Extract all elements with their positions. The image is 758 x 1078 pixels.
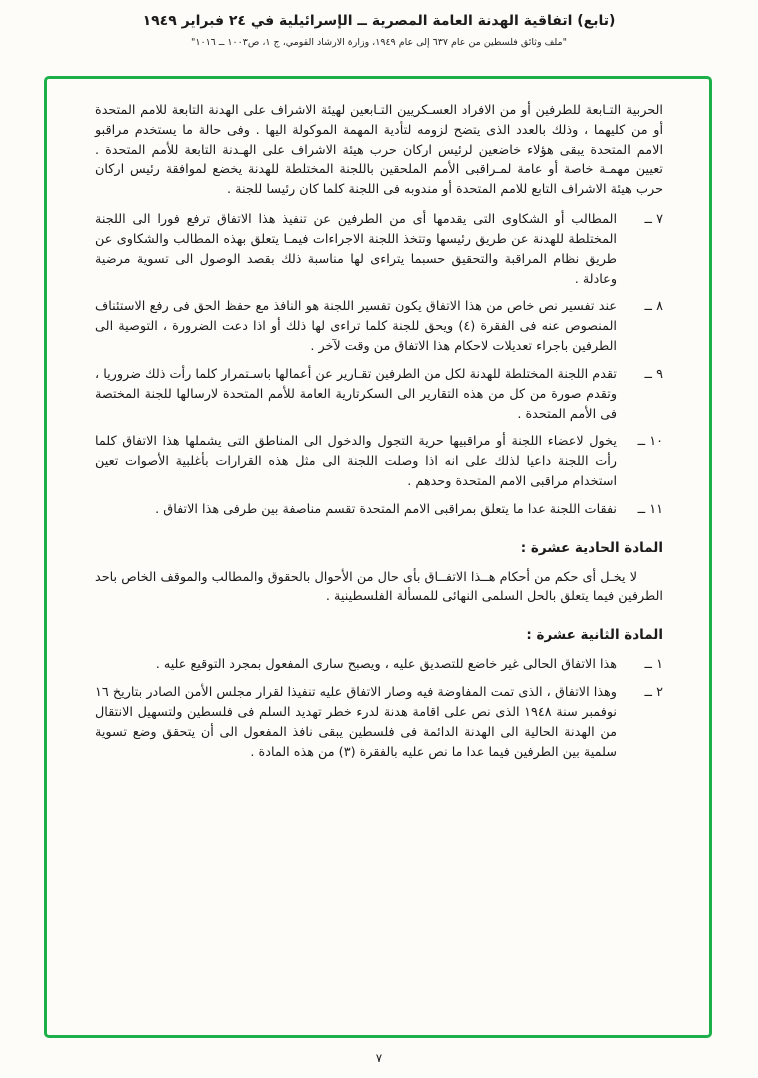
clause-text: المطالب أو الشكاوى التى يقدمها أى من الطرفين عن تنفيذ هذا الاتفاق ترفع فورا الى اللجنة المختلطة للهدنة عن طريق رئيسها وتتخذ اللجنة الاجراءات فيمـا يتعلق بهذه المطالب والشكاوى عن طريق نظام المراقبة والتحقيق حسبما يتراءى لها مناسبة ذلك بقصد الوصول الى تسوية مرضية وعادلة . xyxy=(95,212,617,287)
clause-text: نفقات اللجنة عدا ما يتعلق بمراقبى الامم المتحدة تقسم مناصفة بين طرفى هذا الاتفاق . xyxy=(155,501,617,517)
clause-text: عند تفسير نص خاص من هذا الاتفاق يكون تفسير اللجنة هو النافذ مع حفظ الحق فى رفع الاستئناف المنصوص عنه فى الفقرة (٤) ويحق للجنة كلما تراءى لها ذلك أو اذا دعت الضرورة ، التوصية الى الطرفين باجراء تعديلات لاحكام هذا الاتفاق من وقت لآخر . xyxy=(95,299,617,355)
page-footer xyxy=(0,1047,758,1066)
clause-number: ١٠ ــ xyxy=(637,434,663,450)
clause-number: ١١ ــ xyxy=(637,501,663,517)
clause-text: وهذا الاتفاق ، الذى تمت المفاوضة فيه وصار الاتفاق عليه تنفيذا لقرار مجلس الأمن الصادر بتاريخ ١٦ نوفمبر سنة ١٩٤٨ الذى نص على اقامة هدنة لدرء خطر تهديد السلم فى فلسطين ولتسهيل الانتقال من الهدنة الحالية الى الهدنة الدائمة فى فلسطين يبقى نافذ المفعول الى أن يتحقق وضع تسوية سلمية بين الطرفين فيما عدا ما نص عليه بالفقرة (٣) من هذه المادة . xyxy=(95,685,617,760)
article-11-heading: المادة الحادية عشرة : xyxy=(520,539,663,556)
clause-text: هذا الاتفاق الحالى غير خاضع للتصديق عليه ، ويصبح سارى المفعول بمجرد التوقيع عليه . xyxy=(155,657,617,673)
clause-number: ٧ ــ xyxy=(644,212,663,228)
page-number: ٧ xyxy=(375,1051,383,1065)
article-12-item-2 xyxy=(95,683,663,762)
green-frame xyxy=(44,76,712,1038)
document-body xyxy=(95,101,663,762)
article-12-item-1 xyxy=(95,655,663,675)
clause-number: ٢ ــ xyxy=(644,685,663,701)
document-title: (تابع) اتفاقية الهدنة العامة المصرية ــ الإسرائيلية في ٢٤ فبراير ١٩٤٩ xyxy=(142,13,616,29)
clause-text: تقدم اللجنة المختلطة للهدنة لكل من الطرفين تقـارير عن أعمالها باسـتمرار كلما رأت ذلك ضروريا ، وتقدم صورة من كل من هذه التقارير الى السكرتارية العامة للأمم المتحدة لارسالها للجنة المختصة فى الأمم المتحدة . xyxy=(95,366,617,422)
clause-item-11 xyxy=(95,500,663,520)
continuation-paragraph: الحربية التـابعة للطرفين أو من الافراد العسـكريين التـابعين لهيئة الاشراف على الهدنة التابعة للامم المتحدة أو من كليهما ، وذلك بالعدد الذى يتضح لزومه لتأدية المهمة الموكولة اليها . وفى حالة ما يستخدم مراقبو الامم المتحدة يبقى هؤلاء خاضعين لرئيس اركان حرب هيئة الاشراف على الهـدنة التابعة للأمم المتحدة . تعيين مهمـة خاصة أو عامة لمـراقبى الأمم الملحقين باللجنة المختلطة للهدنة يخضع لموافقة رئيس اركان حرب هيئة الاشراف التابع للامم المتحدة أو مندوبه فى اللجنة كلما كان رئيسا للجنة . xyxy=(95,103,663,198)
document-header xyxy=(0,0,758,48)
article-12-heading: المادة الثانية عشرة : xyxy=(526,627,663,644)
clause-number: ٩ ــ xyxy=(644,366,663,382)
document-citation: "ملف وثائق فلسطين من عام ٦٣٧ إلى عام ١٩٤٩، وزارة الارشاد القومي، ج ١، ص١٠٠٣ ــ ١٠١٦" xyxy=(191,37,567,48)
clause-item-10 xyxy=(95,432,663,491)
clause-text: يخول لاعضاء اللجنة أو مراقبيها حرية التجول والدخول الى المناطق التى يشملها هذا الاتفاق كلما رأت اللجنة داعيا لذلك على انه اذا وصلت اللجنة الى مثل هذه القرارات بأغلبية الأصوات تعين استخدام مراقبى الامم المتحدة وحدهم . xyxy=(95,434,617,490)
clause-number: ٨ ــ xyxy=(644,299,663,315)
article-11-text: لا يخـل أى حكم من أحكام هــذا الاتفــاق بأى حال من الأحوال بالحقوق والمطالب والموقف الخاص باحد الطرفين فيما يتعلق بالحل السلمى النهائى للمسألة الفلسطينية . xyxy=(95,569,663,605)
clause-item-9 xyxy=(95,365,663,424)
clause-item-8 xyxy=(95,297,663,356)
clause-item-7 xyxy=(95,210,663,289)
clause-number: ١ ــ xyxy=(644,657,663,673)
